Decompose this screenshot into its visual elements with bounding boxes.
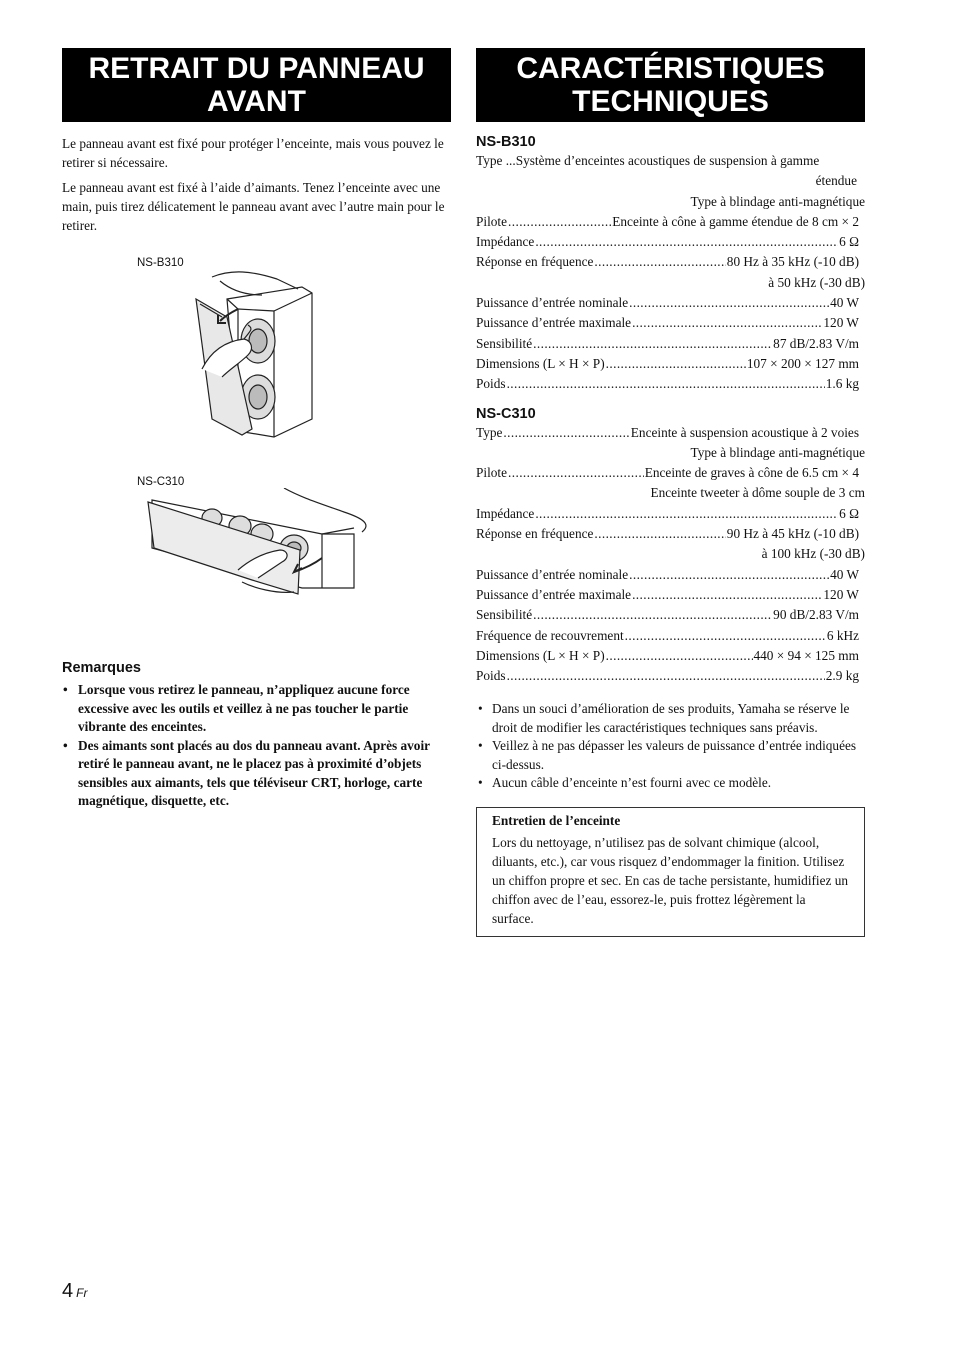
- notes-heading: Remarques: [62, 660, 141, 676]
- spec-label: Impédance: [476, 234, 535, 250]
- figure-label-nsc310: NS-C310: [137, 476, 185, 488]
- spec-label: Poids: [476, 376, 506, 392]
- spec-block-nsb310: [476, 133, 865, 395]
- spec-label: Réponse en fréquence: [476, 254, 594, 270]
- spec-row-crossover: [476, 626, 865, 646]
- spec-value: 6 kHz: [826, 627, 859, 643]
- spec-value-continued: étendue: [815, 173, 857, 189]
- spec-value: 6 Ω: [839, 234, 859, 250]
- care-text: Lors du nettoyage, n’utilisez pas de solvant chimique (alcool, diluants, etc.), car vous risquez d’endommager la finition. Utilisez un chiffon propre et sec. En cas de tache persistante, humidifiez un chiffon avec de l’eau, essorez-le, puis frottez légèrement la surface.: [492, 834, 849, 926]
- spec-value: 2.9 kg: [825, 668, 859, 684]
- care-title: Entretien de l’enceinte: [492, 812, 621, 828]
- spec-label: Impédance: [476, 505, 535, 521]
- language-code: Fr: [76, 1286, 88, 1300]
- spec-label: Fréquence de recouvrement: [476, 627, 624, 643]
- spec-row-response-cont: [476, 273, 865, 293]
- spec-value: 87 dB/2.83 V/m: [773, 335, 859, 351]
- spec-notes-list: [476, 700, 865, 793]
- spec-value: Type à blindage anti-magnétique: [690, 444, 865, 460]
- note-item: • Lorsque vous retirez le panneau, n’appliquez aucune force excessive avec les outils et veillez à ne pas toucher le partie vibrante des enceintes.: [62, 681, 451, 737]
- spec-row-response-cont: [476, 544, 865, 564]
- spec-label: Pilote: [476, 465, 508, 481]
- spec-value: 90 dB/2.83 V/m: [773, 607, 859, 623]
- spec-label: Puissance d’entrée nominale: [476, 566, 629, 582]
- model-heading-nsc310: NS-C310: [476, 405, 536, 422]
- figure-label-nsb310: NS-B310: [137, 257, 184, 269]
- spec-block-nsc310: [476, 405, 865, 687]
- intro-paragraph-1: Le panneau avant est fixé pour protéger l’enceinte, mais vous pouvez le retirer si nécessaire.: [62, 136, 444, 170]
- section-title-specs: CARACTÉRISTIQUES TECHNIQUES: [476, 48, 865, 122]
- spec-row-pilote: [476, 463, 865, 483]
- spec-value: 40 W: [830, 295, 859, 311]
- spec-value: 90 Hz à 45 kHz (-10 dB): [726, 526, 859, 542]
- spec-label: Sensibilité: [476, 335, 533, 351]
- spec-label: Type: [476, 153, 503, 168]
- spec-value: Enceinte tweeter à dôme souple de 3 cm: [650, 485, 865, 501]
- spec-row-dimensions: [476, 354, 865, 374]
- spec-row-nominal-power: [476, 565, 865, 585]
- spec-row-pilote: [476, 212, 865, 232]
- spec-label: Réponse en fréquence: [476, 526, 594, 542]
- spec-value: 120 W: [823, 586, 859, 602]
- spec-row-sensitivity: [476, 605, 865, 625]
- spec-value: Type à blindage anti-magnétique: [690, 193, 865, 209]
- spec-value: 80 Hz à 35 kHz (-10 dB): [726, 254, 859, 270]
- spec-row-sensitivity: [476, 334, 865, 354]
- spec-row-response: [476, 524, 865, 544]
- spec-row-type: [476, 423, 865, 443]
- spec-note-item: • Veillez à ne pas dépasser les valeurs de puissance d’entrée indiquées ci-dessus.: [476, 737, 865, 774]
- spec-row-shielding: [476, 192, 865, 212]
- spec-label: Puissance d’entrée nominale: [476, 295, 629, 311]
- figure-nsb310: [62, 257, 451, 444]
- spec-row-weight: [476, 666, 865, 686]
- spec-value: 6 Ω: [839, 505, 859, 521]
- spec-row-shielding: [476, 443, 865, 463]
- spec-value: 440 × 94 × 125 mm: [753, 647, 859, 663]
- notes-list: [62, 681, 451, 811]
- page-footer: [62, 1280, 87, 1303]
- spec-label: Puissance d’entrée maximale: [476, 315, 632, 331]
- spec-value: 107 × 200 × 127 mm: [746, 355, 859, 371]
- spec-row-dimensions: [476, 646, 865, 666]
- spec-row-impedance: [476, 232, 865, 252]
- spec-value: 1.6 kg: [825, 376, 859, 392]
- center-speaker-illustration: [62, 488, 451, 608]
- spec-label: Type: [476, 424, 503, 440]
- note-item: • Des aimants sont placés au dos du panneau avant. Après avoir retiré le panneau avant, ne le placez pas à proximité d’objets sensibles aux aimants, tels que téléviseur CRT, horloge, carte magnétique, disquette, etc.: [62, 737, 451, 811]
- spec-label: Dimensions (L × H × P): [476, 355, 605, 371]
- spec-row-nominal-power: [476, 293, 865, 313]
- spec-label: Pilote: [476, 213, 508, 229]
- right-column: [476, 48, 865, 937]
- spec-row-pilote-cont: [476, 483, 865, 503]
- care-box: [476, 807, 865, 937]
- spec-label: Poids: [476, 668, 506, 684]
- spec-note-item: • Aucun câble d’enceinte n’est fourni avec ce modèle.: [476, 774, 865, 793]
- spec-value: Enceinte de graves à cône de 6.5 cm × 4: [644, 465, 859, 481]
- spec-value: Enceinte à suspension acoustique à 2 voies: [630, 424, 859, 440]
- intro-paragraph-2: Le panneau avant est fixé à l’aide d’aimants. Tenez l’enceinte avec une main, puis tirez délicatement le panneau avant avec l’autre main pour le retirer.: [62, 180, 445, 233]
- figure-nsc310: [62, 476, 451, 613]
- spec-label: Dimensions (L × H × P): [476, 647, 605, 663]
- spec-row-max-power: [476, 313, 865, 333]
- spec-note-item: • Dans un souci d’amélioration de ses produits, Yamaha se réserve le droit de modifier les caractéristiques techniques sans préavis.: [476, 700, 865, 737]
- spec-value: à 50 kHz (-30 dB): [768, 274, 865, 290]
- spec-value: 120 W: [823, 315, 859, 331]
- spec-value: à 100 kHz (-30 dB): [761, 546, 865, 562]
- spec-row-impedance: [476, 504, 865, 524]
- bookshelf-speaker-illustration: [62, 269, 451, 439]
- spec-label: Sensibilité: [476, 607, 533, 623]
- spec-row-response: [476, 252, 865, 272]
- spec-label: Puissance d’entrée maximale: [476, 586, 632, 602]
- spec-value: Enceinte à cône à gamme étendue de 8 cm × 2: [612, 213, 859, 229]
- spec-value: Système d’enceintes acoustiques de suspension à gamme: [515, 153, 820, 168]
- spec-value: 40 W: [830, 566, 859, 582]
- page-number: 4: [62, 1280, 74, 1302]
- spec-row-max-power: [476, 585, 865, 605]
- spec-row-type: Type ...Système d’enceintes acoustiques de suspension à gamme étendue: [476, 151, 865, 192]
- section-title-removal: RETRAIT DU PANNEAU AVANT: [62, 48, 451, 122]
- spec-row-weight: [476, 374, 865, 394]
- model-heading-nsb310: NS-B310: [476, 134, 536, 150]
- left-column: [62, 48, 451, 811]
